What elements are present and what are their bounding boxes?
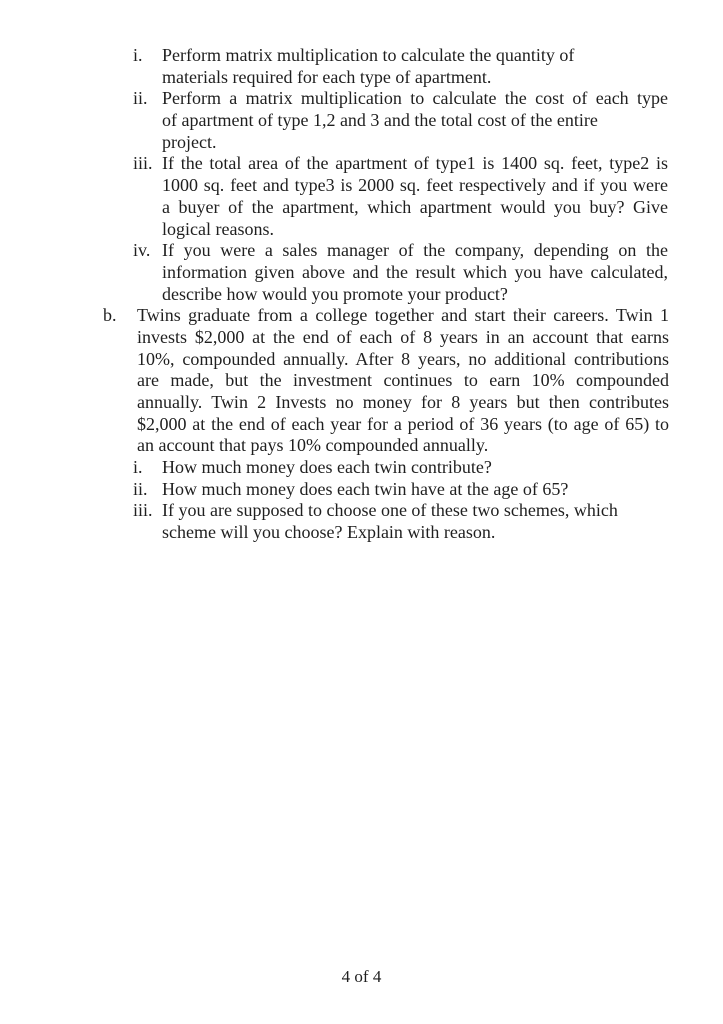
list-item bbox=[103, 500, 669, 543]
list-item-text bbox=[162, 457, 668, 479]
list-item-marker: iii. bbox=[133, 153, 153, 174]
list-item bbox=[103, 153, 669, 240]
page-number: 4 of 4 bbox=[341, 967, 382, 986]
text-line: How much money does each twin have at the age of 65? bbox=[162, 478, 569, 499]
text-line: of apartment of type 1,2 and 3 and the total cost of the entire bbox=[162, 110, 598, 131]
text-line: scheme will you choose? Explain with reason. bbox=[162, 522, 496, 543]
text-line: an account that pays 10% compounded annually. bbox=[137, 435, 489, 456]
list-item-marker: ii. bbox=[133, 478, 148, 499]
list-item-marker: ii. bbox=[133, 88, 148, 109]
list-item bbox=[103, 479, 669, 501]
list-item bbox=[103, 88, 669, 153]
text-line: describe how would you promote your product? bbox=[162, 283, 508, 304]
list-item-text bbox=[162, 500, 668, 543]
text-line: If the total area of the apartment of type1 is 1400 sq. feet, type2 is bbox=[162, 153, 668, 174]
list-item bbox=[103, 45, 669, 88]
list-item-text bbox=[162, 45, 668, 88]
list-item-marker: i. bbox=[133, 45, 143, 65]
text-line: logical reasons. bbox=[162, 218, 274, 239]
list-item-marker: b. bbox=[103, 305, 117, 326]
text-line: If you are supposed to choose one of these two schemes, which bbox=[162, 500, 618, 521]
text-line: 1000 sq. feet and type3 is 2000 sq. feet respectively and if you were bbox=[162, 175, 668, 196]
list-item bbox=[103, 240, 669, 305]
list-item-text bbox=[162, 479, 668, 501]
list-item-marker: i. bbox=[133, 457, 143, 478]
list-item bbox=[103, 457, 669, 479]
text-line: project. bbox=[162, 131, 217, 152]
text-line: are made, but the investment continues to earn 10% compounded bbox=[137, 370, 669, 391]
list-item-text bbox=[137, 305, 669, 457]
list-item-text bbox=[162, 240, 668, 305]
list-item-text bbox=[162, 88, 668, 153]
text-line: annually. Twin 2 Invests no money for 8 years but then contributes bbox=[137, 392, 669, 412]
list-item-marker: iii. bbox=[133, 500, 153, 521]
text-line: Perform matrix multiplication to calculate the quantity of bbox=[162, 45, 575, 65]
text-line: a buyer of the apartment, which apartment would you buy? Give bbox=[162, 196, 668, 217]
text-line: Perform a matrix multiplication to calculate the cost of each type bbox=[162, 88, 668, 109]
text-line: If you were a sales manager of the company, depending on the bbox=[162, 240, 668, 261]
text-line: invests $2,000 at the end of each of 8 years in an account that earns bbox=[137, 326, 669, 347]
text-line: materials required for each type of apartment. bbox=[162, 66, 492, 87]
question-content bbox=[103, 45, 669, 544]
list-item-text bbox=[162, 153, 668, 240]
text-line: Twins graduate from a college together and start their careers. Twin 1 bbox=[137, 305, 669, 326]
text-line: 10%, compounded annually. After 8 years, no additional contributions bbox=[137, 348, 669, 369]
text-line: information given above and the result which you have calculated, bbox=[162, 261, 668, 282]
text-line: $2,000 at the end of each year for a period of 36 years (to age of 65) to bbox=[137, 413, 669, 434]
text-line: How much money does each twin contribute? bbox=[162, 457, 492, 478]
list-item bbox=[103, 305, 669, 457]
list-item-marker: iv. bbox=[133, 240, 151, 261]
